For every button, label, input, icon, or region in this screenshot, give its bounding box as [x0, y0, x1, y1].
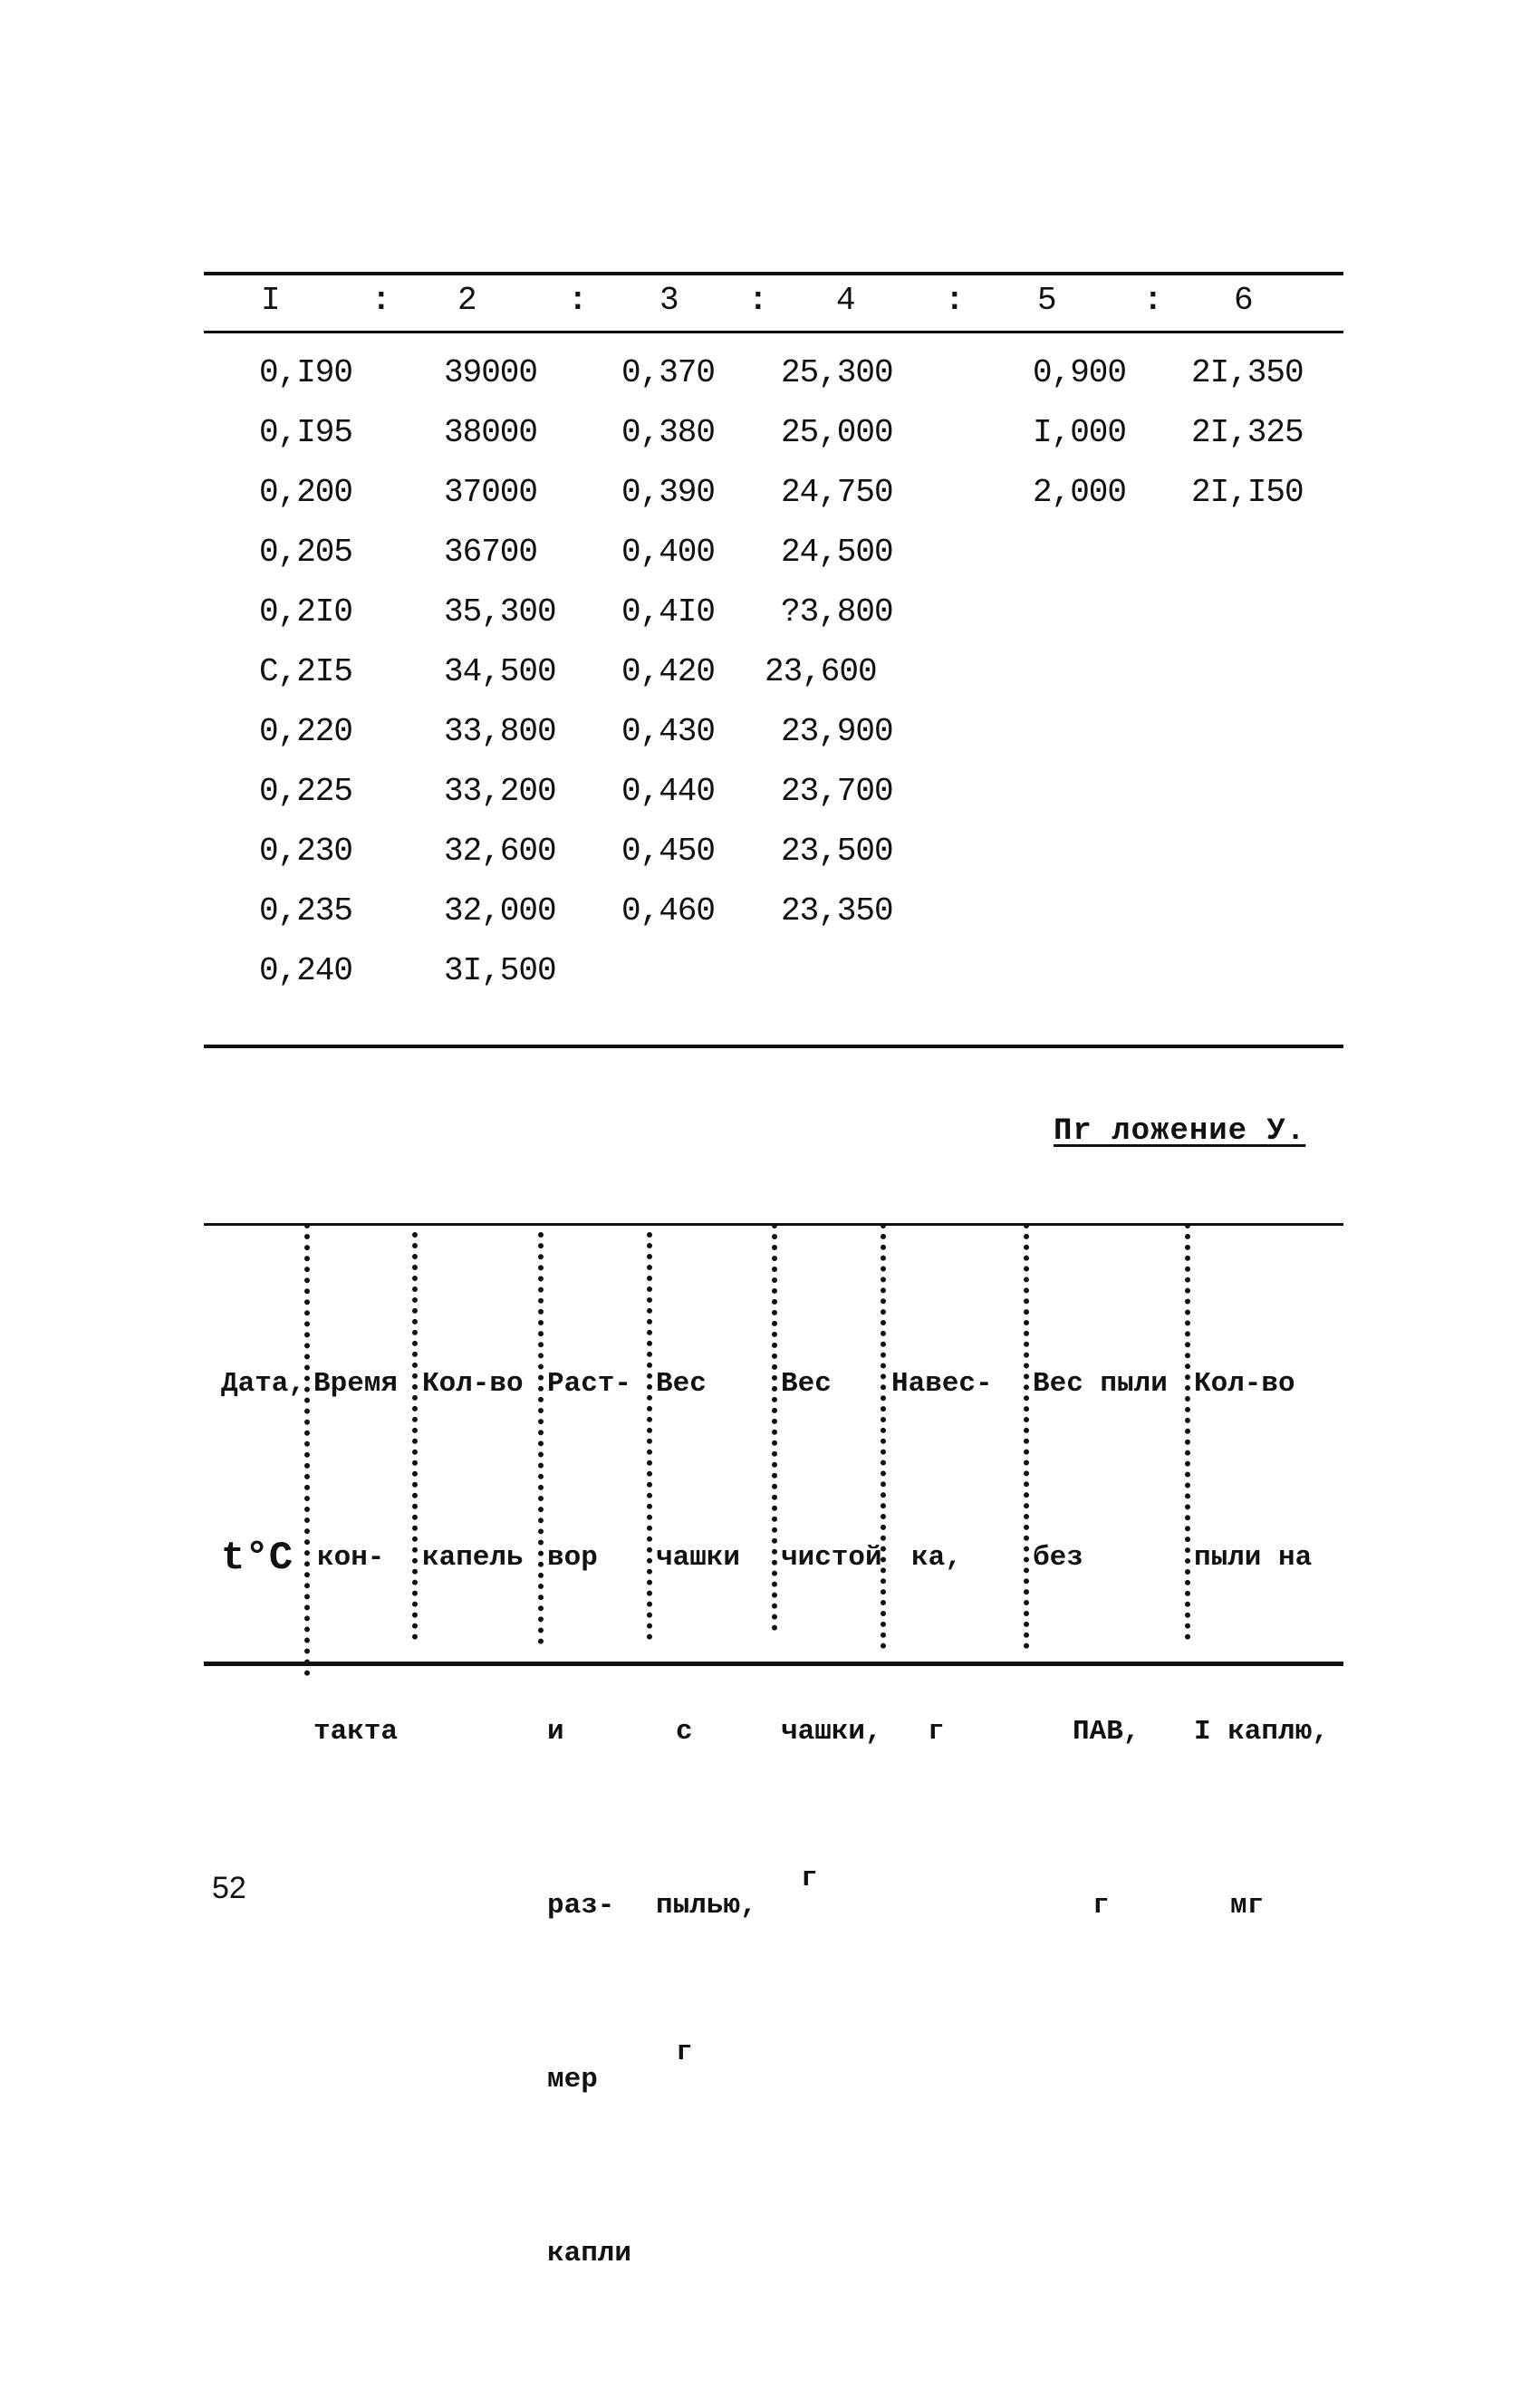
- column-separator: [647, 1232, 652, 1640]
- header-line: Вес: [781, 1368, 832, 1400]
- table1-cell: 0,460: [621, 892, 716, 930]
- table1-cell: 0,420: [621, 653, 716, 690]
- header-line: чашки: [656, 1542, 741, 1574]
- table2-header-clean-cup-weight: [781, 1239, 882, 2024]
- table1-cell: 24,500: [781, 534, 893, 571]
- table1-cell: 0,430: [621, 713, 716, 750]
- table1-cell: 0,450: [621, 833, 716, 870]
- table1-cell: 0,440: [621, 773, 716, 810]
- table1-cell: 0,230: [259, 833, 353, 870]
- table2-header-sample: [891, 1239, 993, 1877]
- table1-cell: 0,200: [259, 474, 353, 511]
- column-separator: [412, 1232, 418, 1640]
- header-line: мер: [547, 2064, 598, 2096]
- header-line: г: [1092, 1890, 1110, 1922]
- header-line: и: [547, 1716, 564, 1748]
- column-separator: [1024, 1223, 1029, 1649]
- header-line: пылью,: [656, 1890, 757, 1922]
- header-separator: :: [371, 282, 391, 319]
- appendix-title: Пr ложение У.: [1054, 1114, 1306, 1149]
- header-separator: :: [1143, 282, 1163, 319]
- table1-cell: 2I,325: [1191, 414, 1304, 451]
- table1-cell: 2I,I50: [1191, 474, 1304, 511]
- header-separator: :: [748, 282, 768, 319]
- table1-cell: 25,000: [781, 414, 893, 451]
- table1-cell: 0,900: [1033, 354, 1127, 391]
- table1-header-6: 6: [1234, 282, 1254, 319]
- header-line: раз-: [547, 1890, 615, 1922]
- header-line: t°C: [221, 1536, 294, 1581]
- table1-bottom-rule: [204, 1045, 1343, 1048]
- header-line: Навес-: [891, 1368, 993, 1400]
- header-line: пыли на: [1194, 1542, 1313, 1574]
- table1-cell: 0,I95: [259, 414, 353, 451]
- header-line: кон-: [317, 1542, 385, 1574]
- header-line: чистой: [781, 1542, 882, 1574]
- table1-cell: 24,750: [781, 474, 893, 511]
- table1-cell: 0,I90: [259, 354, 353, 391]
- header-line: Время: [313, 1368, 399, 1400]
- table1-cell: 33,800: [444, 713, 556, 750]
- header-line: I каплю,: [1194, 1716, 1329, 1748]
- header-line: мг: [1230, 1890, 1265, 1922]
- table1-cell: 0,380: [621, 414, 716, 451]
- table1-cell: 25,300: [781, 354, 893, 391]
- table1-cell: 0,370: [621, 354, 716, 391]
- table1-cell: 32,600: [444, 833, 556, 870]
- header-line: ка,: [911, 1542, 962, 1574]
- table1-header-3: 3: [659, 282, 679, 319]
- table1-cell: 2,000: [1033, 474, 1127, 511]
- table2-header-date: [221, 1239, 305, 1703]
- header-line: Вес: [656, 1368, 707, 1400]
- table2-header-drop-count: [422, 1239, 524, 1703]
- table1-header-5: 5: [1037, 282, 1057, 319]
- table1-cell: 32,000: [444, 892, 556, 930]
- header-line: г: [928, 1716, 945, 1748]
- table1-cell: C,2I5: [259, 653, 353, 690]
- table2-header-time: [313, 1239, 398, 1877]
- table1-header-1: I: [261, 282, 281, 319]
- header-line: г: [676, 2037, 693, 2068]
- table1-cell: 39000: [444, 354, 538, 391]
- table1-header-rule: [204, 331, 1343, 333]
- column-separator: [772, 1223, 777, 1631]
- table1-cell: 23,700: [781, 773, 893, 810]
- table1-cell: 35,300: [444, 593, 556, 631]
- table1-cell: 0,400: [621, 534, 716, 571]
- column-separator: [1185, 1223, 1190, 1640]
- header-separator: :: [945, 282, 965, 319]
- table1-cell: 23,900: [781, 713, 893, 750]
- header-line: чашки,: [781, 1716, 882, 1748]
- table1-cell: 0,4I0: [621, 593, 716, 631]
- table2-header-cup-weight-with-dust: [656, 1239, 757, 2198]
- header-line: Кол-во: [1194, 1368, 1295, 1400]
- column-separator: [538, 1232, 544, 1644]
- table2-header-dust-per-drop: [1194, 1239, 1329, 2051]
- header-line: ПАВ,: [1073, 1716, 1141, 1748]
- table1-cell: 37000: [444, 474, 538, 511]
- table1-cell: 34,500: [444, 653, 556, 690]
- table1-cell: 0,240: [259, 952, 353, 989]
- header-line: г: [801, 1863, 818, 1894]
- table2-header-solution: [547, 1239, 631, 2399]
- header-line: капли: [547, 2238, 632, 2269]
- table1-cell: 0,390: [621, 474, 716, 511]
- header-line: капель: [422, 1542, 524, 1574]
- table1-cell: ?3,800: [781, 593, 893, 631]
- table1-cell: 3I,500: [444, 952, 556, 989]
- table1-cell: 2I,350: [1191, 354, 1304, 391]
- header-line: Вес пыли: [1033, 1368, 1168, 1400]
- table1-cell: 0,2I0: [259, 593, 353, 631]
- header-line: Дата,: [221, 1368, 306, 1400]
- table1-cell: 33,200: [444, 773, 556, 810]
- table1-cell: 23,350: [781, 892, 893, 930]
- header-line: с: [676, 1716, 693, 1748]
- table1-cell: 36700: [444, 534, 538, 571]
- table1-cell: 0,225: [259, 773, 353, 810]
- table1-header-2: 2: [457, 282, 477, 319]
- page-number: 52: [212, 1871, 246, 1905]
- table1-header-4: 4: [836, 282, 856, 319]
- table1-cell: I,000: [1033, 414, 1127, 451]
- header-line: без: [1033, 1542, 1083, 1574]
- table1-cell: 0,205: [259, 534, 353, 571]
- table1-cell: 23,500: [781, 833, 893, 870]
- table1-cell: 0,235: [259, 892, 353, 930]
- header-line: Раст-: [547, 1368, 632, 1400]
- header-line: такта: [313, 1716, 399, 1748]
- table1-cell: 38000: [444, 414, 538, 451]
- table1-cell: 23,600: [765, 653, 877, 690]
- table1-cell: 0,220: [259, 713, 353, 750]
- table2-header-dust-weight: [1033, 1239, 1168, 2051]
- header-line: вор: [547, 1542, 598, 1574]
- header-line: Кол-во: [422, 1368, 524, 1400]
- header-separator: :: [568, 282, 588, 319]
- table1-top-rule: [204, 272, 1343, 275]
